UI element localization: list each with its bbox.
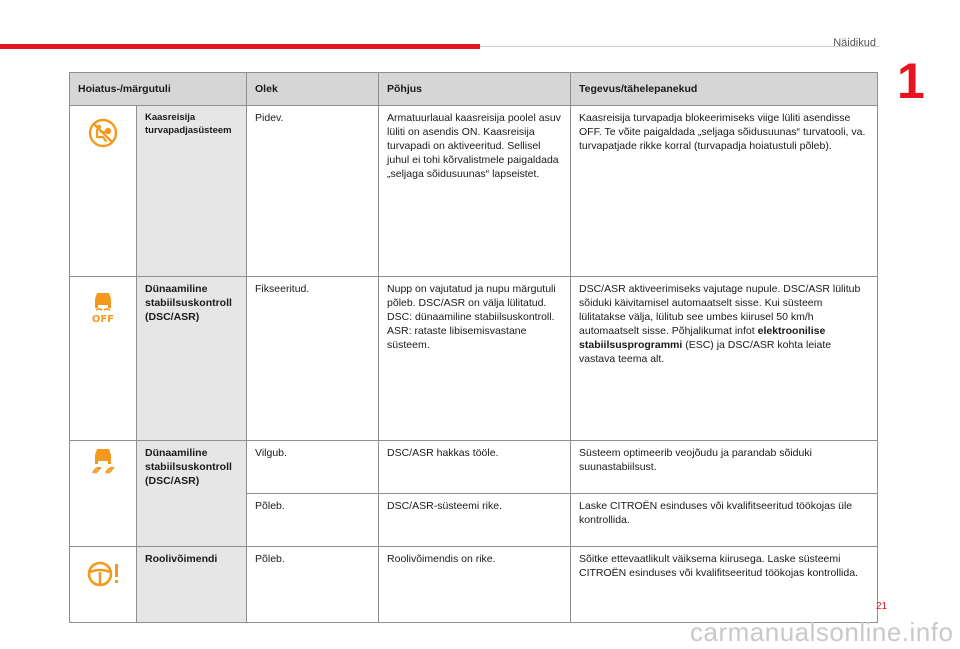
column-header-warning-light: Hoiatus-/märgutuli bbox=[70, 73, 247, 106]
column-header-cause: Põhjus bbox=[379, 73, 571, 106]
section-title: Näidikud bbox=[833, 37, 876, 49]
warning-light-name: Kaasreisija turvapadjasüsteem bbox=[137, 106, 247, 277]
action-text-bold: elektroonilise stabiilsusprogrammi bbox=[579, 325, 826, 351]
cause-cell: Nupp on vajutatud ja nupu märgutuli põleb. DSC/ASR on välja lülitatud. DSC: dünaamiline stabiilsuskontroll. ASR: rataste libisemisvastane süsteem. bbox=[379, 277, 571, 441]
cause-cell: DSC/ASR hakkas tööle. bbox=[379, 441, 571, 494]
action-cell: Laske CITROËN esinduses või kvalifitseeritud töökojas üle kontrollida. bbox=[571, 494, 878, 547]
warning-light-name: Dünaamiline stabiilsuskontroll (DSC/ASR) bbox=[137, 441, 247, 547]
state-cell: Põleb. bbox=[247, 494, 379, 547]
page-number: 21 bbox=[876, 601, 888, 612]
cause-cell: DSC/ASR-süsteemi rike. bbox=[379, 494, 571, 547]
airbag-off-icon bbox=[88, 139, 118, 151]
column-header-state: Olek bbox=[247, 73, 379, 106]
table-row bbox=[70, 441, 878, 494]
icon-cell bbox=[70, 277, 137, 441]
dsc-skid-icon bbox=[88, 467, 118, 479]
dsc-off-icon bbox=[88, 314, 118, 326]
state-cell: Põleb. bbox=[247, 547, 379, 623]
icon-cell bbox=[70, 106, 137, 277]
action-cell: Süsteem optimeerib veojõudu ja parandab sõiduki suunastabiilsust. bbox=[571, 441, 878, 494]
action-cell bbox=[571, 277, 878, 441]
warning-light-name: Roolivõimendi bbox=[137, 547, 247, 623]
icon-cell bbox=[70, 441, 137, 547]
chapter-number: 1 bbox=[897, 53, 925, 109]
table-row bbox=[70, 277, 878, 441]
warning-lights-table bbox=[69, 72, 878, 623]
svg-text:OFF: OFF bbox=[91, 314, 115, 323]
action-text: (ESC) ja DSC/ASR kohta leiate vastava teema alt. bbox=[579, 339, 832, 365]
action-cell: Kaasreisija turvapadja blokeerimiseks viige lüliti asendisse OFF. Te võite paigaldada „seljaga sõidusuunas“ turvatooli, va. turvapatjade rikke korral (turvapadja hoiatustuli põleb). bbox=[571, 106, 878, 277]
state-cell: Vilgub. bbox=[247, 441, 379, 494]
header-red-bar bbox=[0, 44, 480, 49]
icon-cell bbox=[70, 547, 137, 623]
watermark: carmanualsonline.info bbox=[690, 617, 954, 647]
table-header-row bbox=[70, 73, 878, 106]
table-row bbox=[70, 106, 878, 277]
steering-fault-icon bbox=[86, 580, 120, 592]
state-cell: Fikseeritud. bbox=[247, 277, 379, 441]
table-row bbox=[70, 547, 878, 623]
action-cell: Sõitke ettevaatlikult väiksema kiirusega. Laske süsteemi CITROËN esinduses või kvalifitseeritud töökojas kontrollida. bbox=[571, 547, 878, 623]
cause-cell: Roolivõimendis on rike. bbox=[379, 547, 571, 623]
cause-cell: Armatuurlaual kaasreisija poolel asuv lüliti on asendis ON. Kaasreisija turvapadi on aktiveeritud. Sellisel juhul ei tohi kõrvalistmele paigaldada „seljaga sõidusuunas“ lapseistet. bbox=[379, 106, 571, 277]
state-cell: Pidev. bbox=[247, 106, 379, 277]
warning-light-name: Dünaamiline stabiilsuskontroll (DSC/ASR) bbox=[137, 277, 247, 441]
column-header-action: Tegevus/tähelepanekud bbox=[571, 73, 878, 106]
action-text: DSC/ASR aktiveerimiseks vajutage nupule. DSC/ASR lülitub sõiduki käivitamisel automaatselt sisse. Kui süsteem lülitatakse välja, lülitub see umbes kiirusel 50 km/h automaatselt sisse. Põhjalikumat infot bbox=[579, 283, 861, 337]
